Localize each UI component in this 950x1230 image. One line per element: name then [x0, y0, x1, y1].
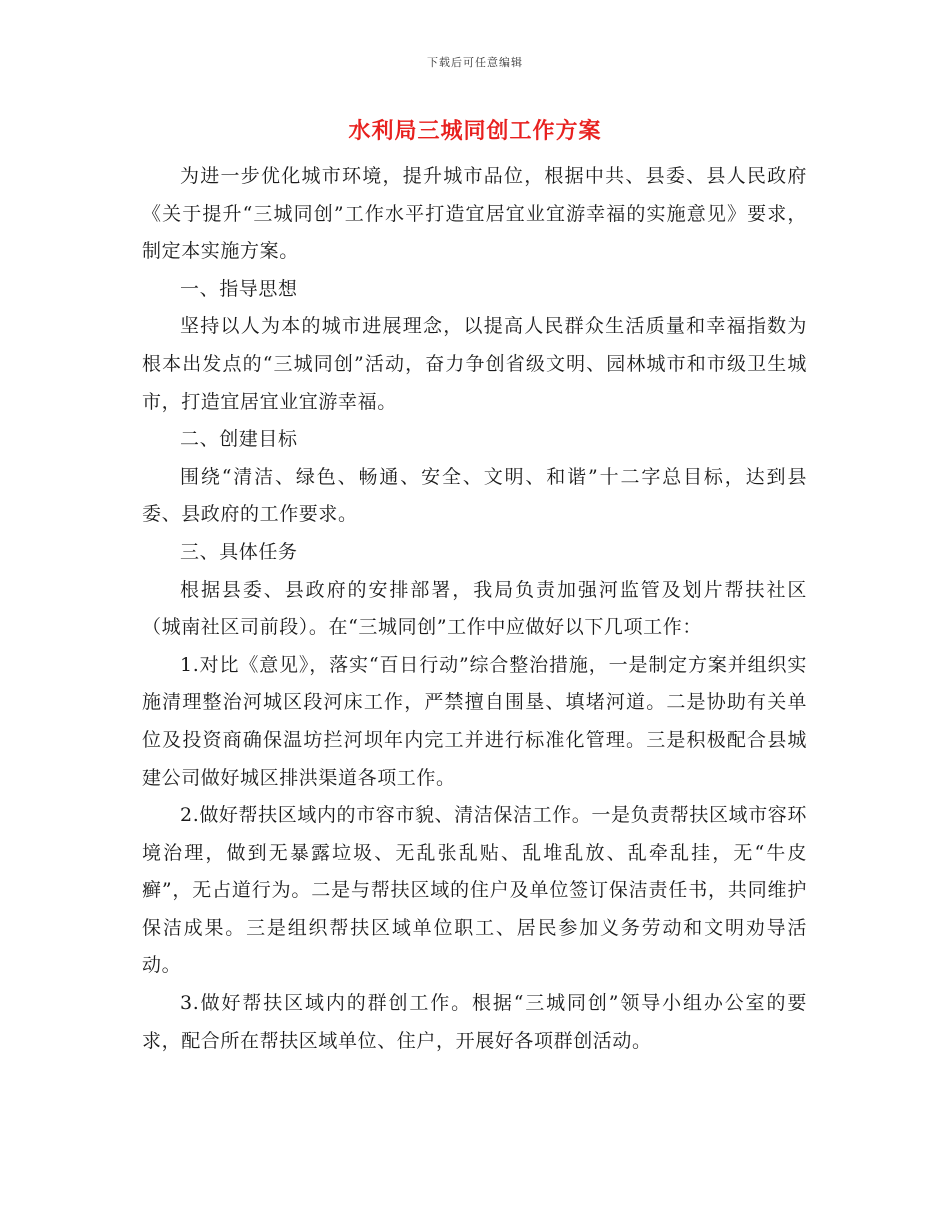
section-heading-guiding-thought: 一、指导思想 [180, 277, 298, 300]
paragraph-tasks-intro: 根据县委、县政府的安排部署，我局负责加强河监管及划片帮扶社区（城南社区司前段）。在“三城同创”工作中应做好以下几项工作： [142, 578, 807, 639]
paragraph-task-1: 1.对比《意见》，落实“百日行动”综合整治措施，一是制定方案并组织实施清理整治河城区段河床工作，严禁擅自围垦、填堵河道。二是协助有关单位及投资商确保温坊拦河坝年内完工并进行标准化管理。三是积极配合县城建公司做好城区排洪渠道各项工作。 [142, 653, 807, 789]
paragraph-task-2: 2.做好帮扶区域内的市容市貌、清洁保洁工作。一是负责帮扶区域市容环境治理，做到无暴露垃圾、无乱张乱贴、乱堆乱放、乱牵乱挂，无“牛皮癣”，无占道行为。二是与帮扶区域的住户及单位签订保洁责任书，共同维护保洁成果。三是组织帮扶区域单位职工、居民参加义务劳动和文明劝导活动。 [142, 804, 807, 977]
header-note: 下载后可任意编辑 [427, 56, 523, 69]
paragraph-guiding-thought: 坚持以人为本的城市进展理念，以提高人民群众生活质量和幸福指数为根本出发点的“三城同创”活动，奋力争创省级文明、园林城市和市级卫生城市，打造宜居宜业宜游幸福。 [142, 315, 807, 413]
section-heading-tasks: 三、具体任务 [180, 540, 298, 563]
paragraph-intro: 为进一步优化城市环境，提升城市品位，根据中共、县委、县人民政府《关于提升“三城同创”工作水平打造宜居宜业宜游幸福的实施意见》要求，制定本实施方案。 [142, 165, 807, 263]
paragraph-task-3: 3.做好帮扶区域内的群创工作。根据“三城同创”领导小组办公室的要求，配合所在帮扶区域单位、住户，开展好各项群创活动。 [142, 992, 807, 1052]
document-title: 水利局三城同创工作方案 [348, 118, 602, 144]
section-heading-goals: 二、创建目标 [180, 428, 298, 451]
document-body [142, 158, 807, 1060]
paragraph-goals: 围绕“清洁、绿色、畅通、安全、文明、和谐”十二字总目标，达到县委、县政府的工作要求。 [142, 465, 807, 526]
